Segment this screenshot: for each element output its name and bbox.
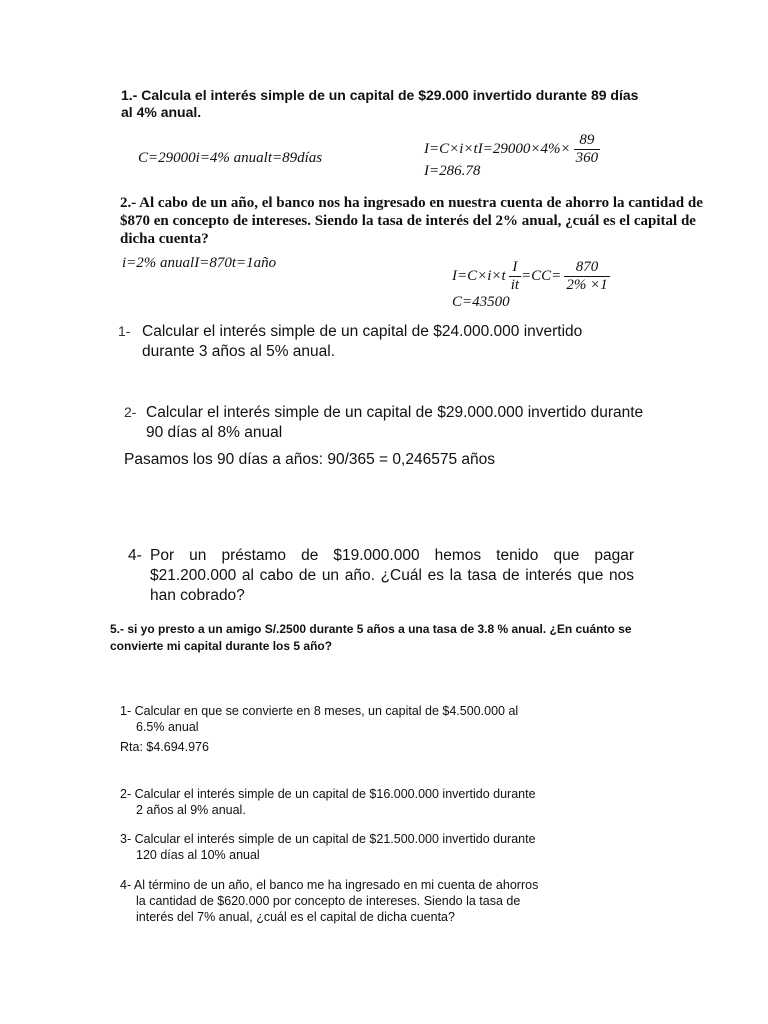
problem-2-fraction-2 (564, 259, 609, 294)
exercise-c (128, 546, 634, 606)
problem-2-formula-a: I=C×i×t (452, 267, 506, 284)
exercise-c-text: Por un préstamo de $19.000.000 hemos tenido que pagar $21.200.000 al cabo de un año. ¿Cuál es la tasa de interés que nos han cobrado? (150, 547, 634, 604)
exercise-c-number: 4- (128, 547, 142, 564)
fraction-numerator: I (509, 259, 521, 277)
list-item: 4- Al término de un año, el banco me ha ingresado en mi cuenta de ahorros la cantidad de $620.000 por concepto de intereses. Siendo la tasa de interés del 7% anual, ¿cuál es el capital de dicha cuenta? (120, 878, 539, 924)
fraction-numerator: 870 (564, 259, 609, 277)
exercise-a (118, 321, 638, 362)
problem-2-fraction-1 (509, 259, 521, 294)
problem-2-given: i=2% anualI=870t=1año (122, 255, 277, 271)
exercise-list-item-2 (120, 786, 540, 818)
problem-2-result: C=43500 (452, 294, 510, 310)
problem-2-formula (452, 259, 610, 294)
exercise-b (124, 402, 648, 443)
exercise-list-item-3 (120, 831, 540, 863)
answer-rta: Rta: $4.694.976 (120, 740, 209, 754)
list-item: 3- Calcular el interés simple de un capital de $21.500.000 invertido durante 120 días al 10% anual (120, 832, 536, 862)
exercise-b-number: 2- (124, 404, 137, 420)
problem-1-result: I=286.78 (424, 163, 481, 179)
fraction-denominator: 2% ×1 (566, 277, 608, 293)
fraction-numerator: 89 (574, 132, 601, 150)
problem-1-given: C=29000i=4% anualt=89días (138, 150, 323, 166)
fraction-denominator: 360 (575, 150, 599, 166)
exercise-list-item-1 (120, 703, 540, 735)
problem-2-title: 2.- Al cabo de un año, el banco nos ha ingresado en nuestra cuenta de ahorro la cantidad de $870 en concepto de intereses. Siendo la tasa de interés del 2% anual, ¿cuál es el capital de dicha cuenta? (120, 195, 703, 247)
problem-2-formula-b: =CC= (521, 267, 562, 284)
problem-1-fraction (574, 132, 601, 167)
exercise-b-text: Calcular el interés simple de un capital de $29.000.000 invertido durante 90 días al 8% anual (146, 404, 644, 441)
exercise-b-note: Pasamos los 90 días a años: 90/365 = 0,246575 años (124, 451, 495, 468)
question-5: 5.- si yo presto a un amigo S/.2500 durante 5 años a una tasa de 3.8 % anual. ¿En cuánto se convierte mi capital durante los 5 año? (110, 622, 632, 653)
exercise-c-item (128, 546, 634, 606)
exercise-a-item (118, 321, 638, 362)
exercise-list-item-4 (120, 877, 540, 925)
problem-1-formula (424, 132, 600, 167)
problem-1-formula-text: I=C×i×tI=29000×4%× (424, 140, 571, 157)
exercise-a-number: 1- (118, 323, 131, 339)
exercise-b-item (124, 402, 648, 443)
exercise-a-text: Calcular el interés simple de un capital de $24.000.000 invertido durante 3 años al 5% anual. (142, 323, 583, 360)
problem-1-title: 1.- Calcula el interés simple de un capital de $29.000 invertido durante 89 días al 4% anual. (121, 87, 639, 120)
fraction-denominator: it (510, 277, 520, 293)
list-item: 1- Calcular en que se convierte en 8 meses, un capital de $4.500.000 al 6.5% anual (120, 704, 519, 734)
list-item: 2- Calcular el interés simple de un capital de $16.000.000 invertido durante 2 años al 9% anual. (120, 787, 536, 817)
